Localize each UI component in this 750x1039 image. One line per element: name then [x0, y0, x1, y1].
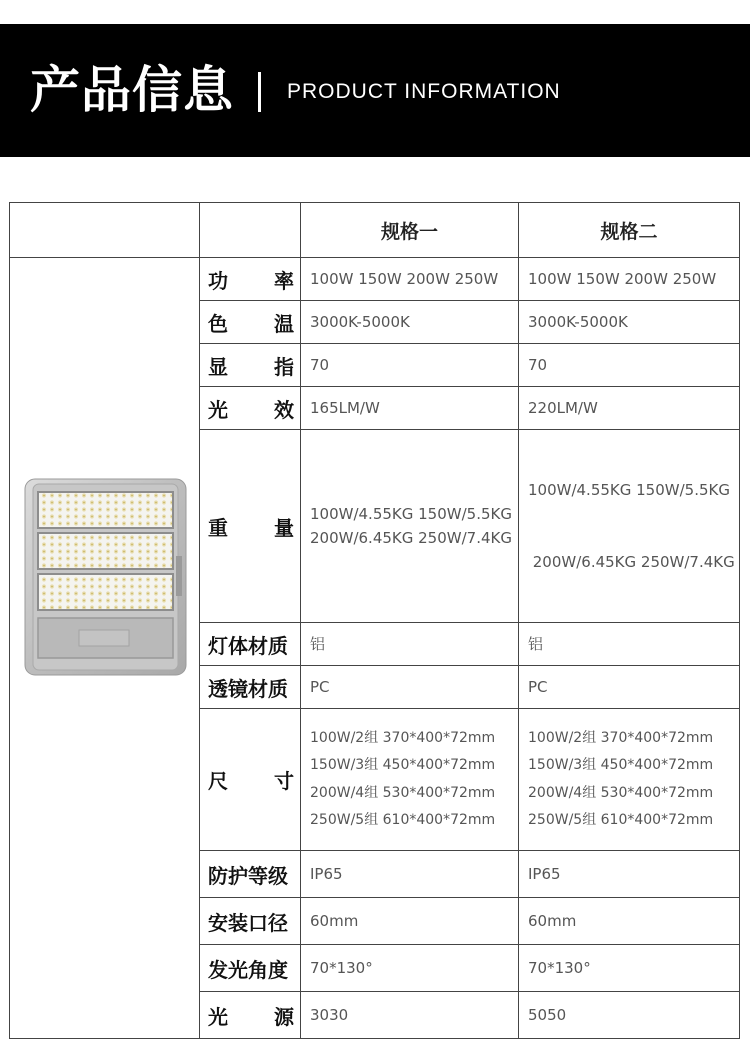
spec2-color-temp: 3000K-5000K	[519, 301, 740, 344]
spec2-mount-diameter: 60mm	[519, 898, 740, 945]
spec-table	[9, 202, 740, 1039]
header-divider	[258, 72, 261, 112]
header-title-en: PRODUCT INFORMATION	[287, 80, 561, 103]
spec1-cri: 70	[301, 344, 519, 387]
spec1-efficacy: 165LM/W	[301, 387, 519, 430]
spec2-light-source: 5050	[519, 992, 740, 1039]
row-label-weight: 重量	[200, 430, 301, 623]
spec1-body-material: 铝	[301, 623, 519, 666]
spec1-power: 100W 150W 200W 250W	[301, 258, 519, 301]
column-header-spec-2: 规格二	[519, 203, 740, 258]
spec1-dimensions: 100W/2组 370*400*72mm 150W/3组 450*400*72mm 200W/4组 530*400*72mm 250W/5组 610*400*72mm	[301, 709, 519, 851]
spec2-beam-angle: 70*130°	[519, 945, 740, 992]
spec2-lens-material: PC	[519, 666, 740, 709]
row-label-dimensions: 尺寸	[200, 709, 301, 851]
spec2-protection: IP65	[519, 851, 740, 898]
spec2-efficacy: 220LM/W	[519, 387, 740, 430]
row-label-body-material: 灯体材质	[200, 623, 301, 666]
spec2-power: 100W 150W 200W 250W	[519, 258, 740, 301]
table-row	[10, 258, 740, 301]
row-label-lens-material: 透镜材质	[200, 666, 301, 709]
header-empty-cell	[10, 203, 200, 258]
spec2-weight: 100W/4.55KG 150W/5.5KG 200W/6.45KG 250W/7.4KG	[519, 430, 740, 623]
spec2-cri: 70	[519, 344, 740, 387]
header-title-cn: 产品信息	[30, 61, 234, 119]
spec2-body-material: 铝	[519, 623, 740, 666]
header-empty-label-cell	[200, 203, 301, 258]
row-label-protection: 防护等级	[200, 851, 301, 898]
spec1-protection: IP65	[301, 851, 519, 898]
column-header-spec-1: 规格一	[301, 203, 519, 258]
led-flood-light-image	[24, 478, 187, 676]
product-image-cell	[10, 258, 200, 1039]
spec1-light-source: 3030	[301, 992, 519, 1039]
row-label-mount-diameter: 安装口径	[200, 898, 301, 945]
row-label-cri: 显指	[200, 344, 301, 387]
page-header	[0, 24, 750, 157]
spec1-weight: 100W/4.55KG 150W/5.5KG 200W/6.45KG 250W/7.4KG	[301, 430, 519, 623]
row-label-beam-angle: 发光角度	[200, 945, 301, 992]
row-label-power: 功率	[200, 258, 301, 301]
row-label-color-temp: 色温	[200, 301, 301, 344]
spec1-lens-material: PC	[301, 666, 519, 709]
spec1-beam-angle: 70*130°	[301, 945, 519, 992]
spec2-dimensions: 100W/2组 370*400*72mm 150W/3组 450*400*72mm 200W/4组 530*400*72mm 250W/5组 610*400*72mm	[519, 709, 740, 851]
spec1-mount-diameter: 60mm	[301, 898, 519, 945]
spec1-color-temp: 3000K-5000K	[301, 301, 519, 344]
row-label-efficacy: 光效	[200, 387, 301, 430]
table-header-row	[10, 203, 740, 258]
row-label-light-source: 光源	[200, 992, 301, 1039]
